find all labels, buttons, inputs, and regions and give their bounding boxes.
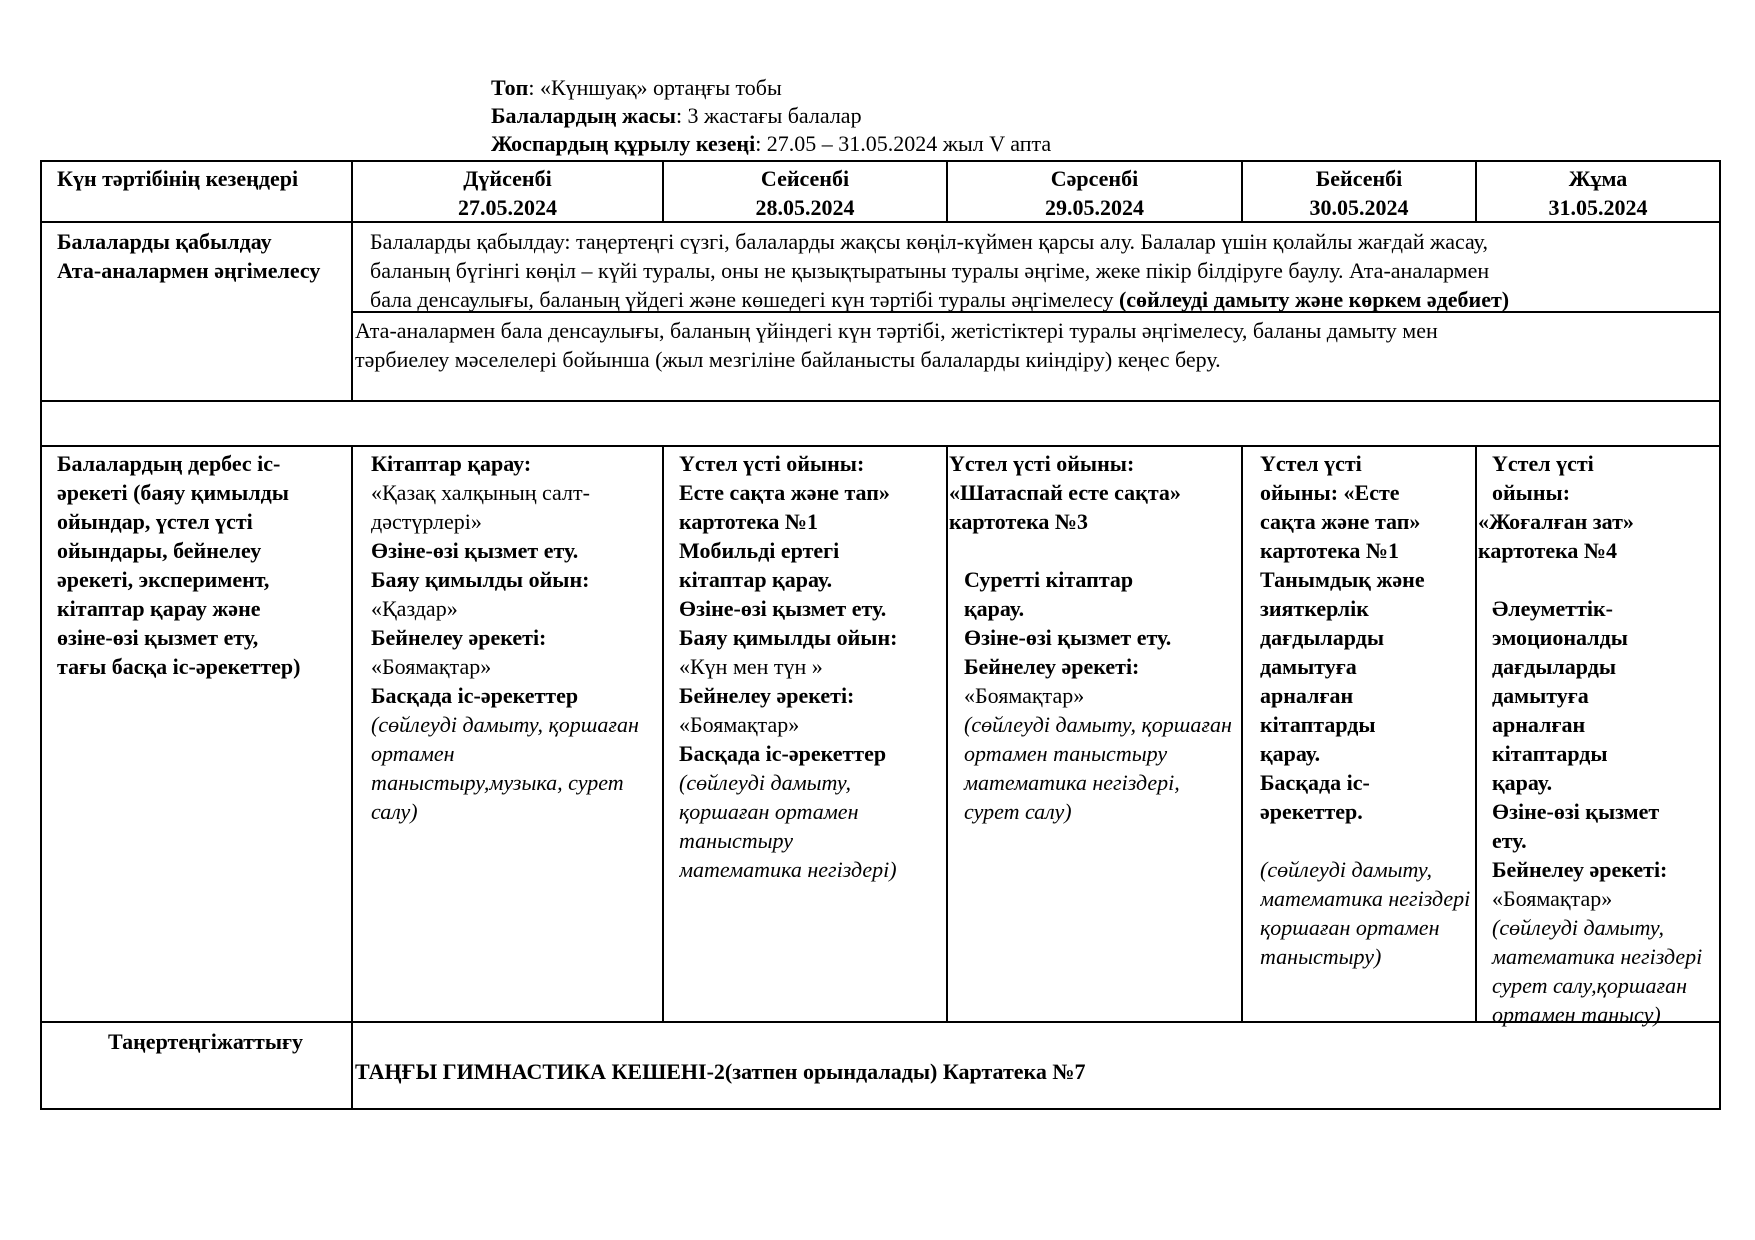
day-date: 29.05.2024 [1045,195,1144,220]
day-name: Жұма [1568,166,1628,191]
table-border-left [40,160,42,1110]
day-name: Дүйсенбі [463,166,552,191]
activity-cell-wed: Үстел үсті ойыны: «Шатаспай есте сақта» картотека №3 Суретті кітаптар қарау. Өзіне-өзі қызмет ету. Бейнелеу әрекеті: «Боямақтар» (сөйлеуді дамыту, қоршаған ортамен таныстыру математика негіздері, сурет салу) [949,449,1240,826]
day-name: Сейсенбі [760,166,850,191]
table-line-after-reception [40,400,1721,402]
period-line: Жоспардың құрылу кезеңі: 27.05 – 31.05.2024 жыл V апта [491,131,1052,156]
exercise-label: Таңертеңгіжаттығу [108,1029,304,1054]
table-border-top [40,160,1721,162]
day-date: 27.05.2024 [458,195,557,220]
table-line-after-activity [40,1021,1721,1023]
spacer [1478,565,1718,594]
reception-text-bold: (сөйлеуді дамыту және көркем әдебиет) [1118,287,1510,312]
activity-cell-thu: Үстел үсті ойыны: «Есте сақта және тап» картотека №1 Танымдық және зияткерлік дағдыларды дамытуға арналған кітаптарды қарау. Басқада іс- әрекеттер. (сөйлеуді дамыту, математика негіздері қоршаған ортамен таныстыру) [1260,449,1474,971]
day-date: 28.05.2024 [755,195,855,220]
corner-header: Күн тәртібінің кезеңдері [57,166,299,191]
parents-consult-text: Ата-аналармен бала денсаулығы, баланың үйіндегі күн тәртібі, жетістіктері туралы әңгімелесу, баланы дамыту мен тәрбиелеу мәселелері бойынша (жыл мезгіліне байланысты балаларды киіндіру) кеңес беру. [355,318,1438,372]
day-name: Сәрсенбі [1050,166,1139,191]
day-header-mon [353,164,662,222]
activity-cell-fri: Үстел үсті ойыны: «Жоғалған зат» картотека №4 Әлеуметтік- эмоционалды дағдыларды дамытуға арналған кітаптарды қарау. Өзіне-өзі қызмет ету. Бейнелеу әрекеті: «Боямақтар» (сөйлеуді дамыту, математика негіздері сурет салу,қоршаған ортамен танысу) [1478,449,1718,1029]
exercise-text: ТАҢҒЫ ГИМНАСТИКА КЕШЕНІ-2(затпен орындалады) Картатека №7 [355,1059,1086,1084]
document-header [491,74,1051,158]
reception-label: Балаларды қабылдау Ата-аналармен әңгімелесу [57,229,321,283]
table-border-bottom [40,1108,1721,1110]
table-col1-line-bottom [351,445,353,1110]
group-line: Топ: «Күншуақ» ортаңғы тобы [491,75,782,100]
day-date: 31.05.2024 [1548,195,1648,220]
day-name: Бейсенбі [1315,166,1403,191]
day-header-fri [1477,164,1719,222]
activity-label: Балалардың дербес іс- әрекеті (баяу қимылды ойындар, үстел үсті ойындары, бейнелеу әрекеті, эксперимент, кітаптар қарау және өзіне-өзі қызмет ету, тағы басқа іс-әрекеттер) [57,451,301,679]
activity-cell-mon: Кітаптар қарау: «Қазақ халқының салт- дәстүрлері» Өзіне-өзі қызмет ету. Баяу қимылды ойын: «Қаздар» Бейнелеу әрекеті: «Боямақтар» Басқада іс-әрекеттер (сөйлеуді дамыту, қоршаған ортамен таныстыру,музыка, сурет салу) [371,451,639,824]
spacer [1260,826,1474,855]
table-col4-line-activity [1241,445,1243,1023]
reception-text: Балаларды қабылдау: таңертеңгі сүзгі, балаларды жақсы көңіл-күймен қарсы алу. Балалар үшін қолайлы жағдай жасау, баланың бүгінгі көңіл – күйі туралы, оны не қызықтыратыны туралы әңгіме, жеке пікір білдіруге баулу. Ата-аналармен бала денсаулығы, баланың үйдегі және көшедегі күн тәртібі туралы әңгімелесу (сөйлеуді дамыту және көркем әдебиет) [370,229,1510,312]
table-line-before-activity [40,445,1721,447]
table-col2-line-activity [662,445,664,1023]
table-border-right [1719,160,1721,1110]
day-date: 30.05.2024 [1309,195,1409,220]
spacer [949,536,1240,565]
age-line: Балалардың жасы: 3 жастағы балалар [491,103,862,128]
activity-cell-tue: Үстел үсті ойыны: Есте сақта және тап» картотека №1 Мобильді ертегі кітаптар қарау. Өзіне-өзі қызмет ету. Баяу қимылды ойын: «Күн мен түн » Бейнелеу әрекеті: «Боямақтар» Басқада іс-әрекеттер (сөйлеуді дамыту, қоршаған ортамен таныстыру математика негіздері) [679,451,898,882]
day-header-thu [1243,164,1475,222]
day-header-wed [948,164,1241,222]
table-col3-line-activity [946,445,948,1023]
table-col5-line-activity [1475,445,1477,1023]
day-header-tue [664,164,946,222]
